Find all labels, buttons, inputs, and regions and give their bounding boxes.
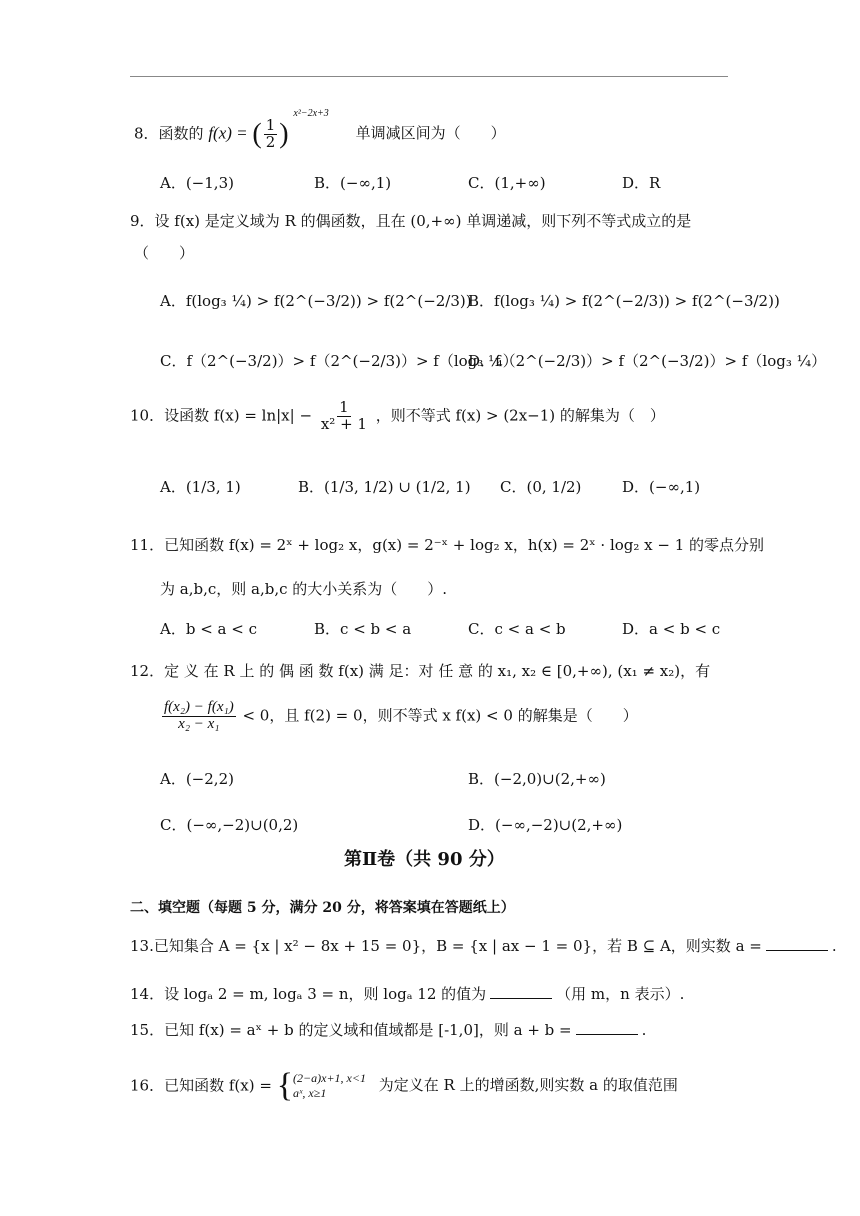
q13-answer-blank: [766, 936, 828, 951]
q12-frac-den: x₂ − x₁: [178, 715, 220, 732]
q16-case-2: aˣ, x≥1: [293, 1086, 327, 1101]
q8-base-num: 1: [265, 116, 276, 134]
question-13: [130, 936, 837, 955]
q15-text: 15．已知 f(x) = aˣ + b 的定义域和值域都是 [-1,0]，则 a + b =: [130, 1021, 572, 1039]
question-12-line1: 12．定 义 在 R 上 的 偶 函 数 f(x) 满 足：对 任 意 的 x₁, x₂ ∈ [0,+∞), (x₁ ≠ x₂)，有: [130, 662, 711, 680]
q11-option-a: A．b < a < c: [160, 620, 257, 638]
question-15: [130, 1020, 646, 1039]
question-9-stem: 9．设 f(x) 是定义域为 R 的偶函数，且在 (0,+∞) 单调递减，则下列不等式成立的是: [130, 212, 692, 230]
q8-exponent: x²−2x+3: [293, 108, 329, 120]
q8-option-d: D．R: [622, 174, 661, 192]
q16-brace: {: [276, 1067, 294, 1104]
question-11-line1: 11．已知函数 f(x) = 2ˣ + log₂ x，g(x) = 2⁻ˣ + log₂ x，h(x) = 2ˣ · log₂ x − 1 的零点分别: [130, 536, 765, 554]
q10-tail: ，则不等式 f(x) > (2x−1) 的解集为（ ）: [375, 406, 665, 425]
q9-option-c: C．f（2^(−3/2)）> f（2^(−2/3)）> f（log₃ ¼）: [160, 352, 518, 370]
q16-tail: 为定义在 R 上的增函数,则实数 a 的取值范围: [378, 1076, 678, 1095]
q11-option-c: C．c < a < b: [468, 620, 566, 638]
question-8-stem: [134, 108, 506, 151]
q10-option-a: A．(1/3, 1): [160, 478, 241, 496]
q14-answer-blank: [490, 984, 552, 999]
q8-lead: 8．函数的: [134, 124, 204, 143]
header-rule: [130, 76, 728, 77]
q8-base-den: 2: [265, 132, 276, 151]
question-10-stem: [130, 400, 665, 433]
q16-lead: 16．已知函数 f(x) =: [130, 1076, 272, 1095]
question-12-line2: [160, 700, 638, 733]
question-11-line2: 为 a,b,c，则 a,b,c 的大小关系为（ ）.: [160, 580, 448, 598]
q8-option-c: C．(1,+∞): [468, 174, 546, 192]
part2-title: 第Ⅱ卷（共 90 分）: [344, 849, 505, 870]
q11-option-b: B．c < b < a: [314, 620, 412, 638]
q9-option-a: A．f(log₃ ¼) > f(2^(−3/2)) > f(2^(−2/3)): [160, 292, 472, 310]
q8-right-paren: ): [279, 118, 289, 150]
q16-case-1: (2−a)x+1, x<1: [293, 1070, 366, 1085]
q12-tail: < 0，且 f(2) = 0，则不等式 x f(x) < 0 的解集是（ ）: [242, 706, 638, 725]
question-14: [130, 984, 684, 1003]
q12-option-c: C．(−∞,−2)∪(0,2): [160, 816, 299, 834]
q8-base-fraction: [264, 118, 278, 151]
q14-text: 14．设 logₐ 2 = m, logₐ 3 = n，则 logₐ 12 的值为: [130, 985, 487, 1003]
q8-option-a: A．(−1,3): [160, 174, 234, 192]
q10-lead: 10．设函数 f(x) = ln|x| −: [130, 406, 313, 425]
q12-option-d: D．(−∞,−2)∪(2,+∞): [468, 816, 623, 834]
q15-end: .: [641, 1021, 647, 1039]
q10-frac-den: x² + 1: [320, 414, 367, 433]
question-16: [130, 1066, 678, 1107]
q14-end: （用 m，n 表示）.: [556, 985, 685, 1003]
q9-option-b: B．f(log₃ ¼) > f(2^(−2/3)) > f(2^(−3/2)): [468, 292, 780, 310]
q10-option-c: C．(0, 1/2): [500, 478, 582, 496]
q12-fraction: [162, 700, 236, 733]
q16-cases: [293, 1071, 366, 1102]
q8-option-b: B．(−∞,1): [314, 174, 392, 192]
q15-answer-blank: [576, 1020, 638, 1035]
q12-frac-num: f(x₂) − f(x₁): [164, 699, 234, 715]
q8-fx: f(x) =: [208, 123, 248, 143]
section2-heading: 二、填空题（每题 5 分，满分 20 分，将答案填在答题纸上）: [130, 900, 515, 916]
q10-fraction: [319, 400, 369, 433]
q9-paren: （ ）: [134, 244, 195, 262]
q9-option-d: D．f（2^(−2/3)）> f（2^(−3/2)）> f（log₃ ¼）: [468, 352, 827, 370]
q10-option-b: B．(1/3, 1/2) ∪ (1/2, 1): [298, 478, 471, 496]
q8-tail: 单调减区间为（ ）: [355, 124, 506, 143]
q13-text: 13.已知集合 A = {x | x² − 8x + 15 = 0}，B = {x | ax − 1 = 0}，若 B ⊆ A，则实数 a =: [130, 937, 762, 955]
q13-end: .: [831, 937, 837, 955]
q12-option-b: B．(−2,0)∪(2,+∞): [468, 770, 606, 788]
q10-option-d: D．(−∞,1): [622, 478, 701, 496]
q8-left-paren: (: [252, 118, 262, 150]
q12-option-a: A．(−2,2): [160, 770, 234, 788]
q10-frac-num: 1: [339, 398, 349, 416]
q11-option-d: D．a < b < c: [622, 620, 721, 638]
